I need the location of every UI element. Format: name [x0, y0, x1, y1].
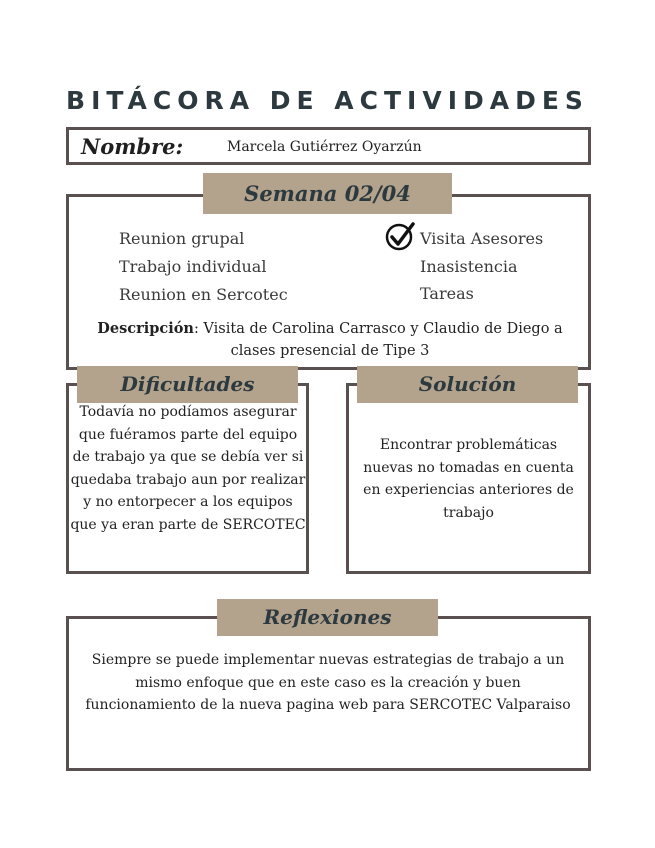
name-box	[66, 127, 591, 165]
page-title: BITÁCORA DE ACTIVIDADES	[66, 86, 589, 115]
activity-reunion-grupal: Reunion grupal	[119, 229, 245, 248]
description-text: : Visita de Carolina Carrasco y Claudio de Diego a clases presencial de Tipe 3	[193, 321, 563, 359]
week-label: Semana 02/04	[203, 173, 452, 214]
description-label: Descripción	[97, 320, 194, 337]
check-icon	[384, 220, 416, 252]
difficulties-label: Dificultades	[77, 366, 298, 403]
solution-label: Solución	[357, 366, 578, 403]
activity-inasistencia: Inasistencia	[420, 257, 518, 276]
description	[85, 318, 575, 362]
activity-visita-asesores: Visita Asesores	[420, 229, 544, 248]
activity-tareas: Tareas	[420, 284, 474, 303]
difficulties-text: Todavía no podíamos asegurar que fuéramos parte del equipo de trabajo ya que se debía ver si quedaba trabajo aun por realizar y no entorpecer a los equipos que ya eran parte de SERCOTEC	[70, 404, 306, 533]
name-label: Nombre:	[81, 134, 184, 159]
activity-reunion-sercotec: Reunion en Sercotec	[119, 285, 288, 304]
reflections-text: Siempre se puede implementar nuevas estrategias de trabajo a un mismo enfoque que en este caso es la creación y buen funcionamiento de la nueva pagina web para SERCOTEC Valparaiso	[85, 652, 571, 713]
solution-text: Encontrar problemáticas nuevas no tomadas en cuenta en experiencias anteriores de trabajo	[363, 437, 574, 521]
name-value: Marcela Gutiérrez Oyarzún	[227, 139, 422, 155]
reflections-label: Reflexiones	[217, 599, 438, 636]
activity-trabajo-individual: Trabajo individual	[119, 257, 267, 276]
